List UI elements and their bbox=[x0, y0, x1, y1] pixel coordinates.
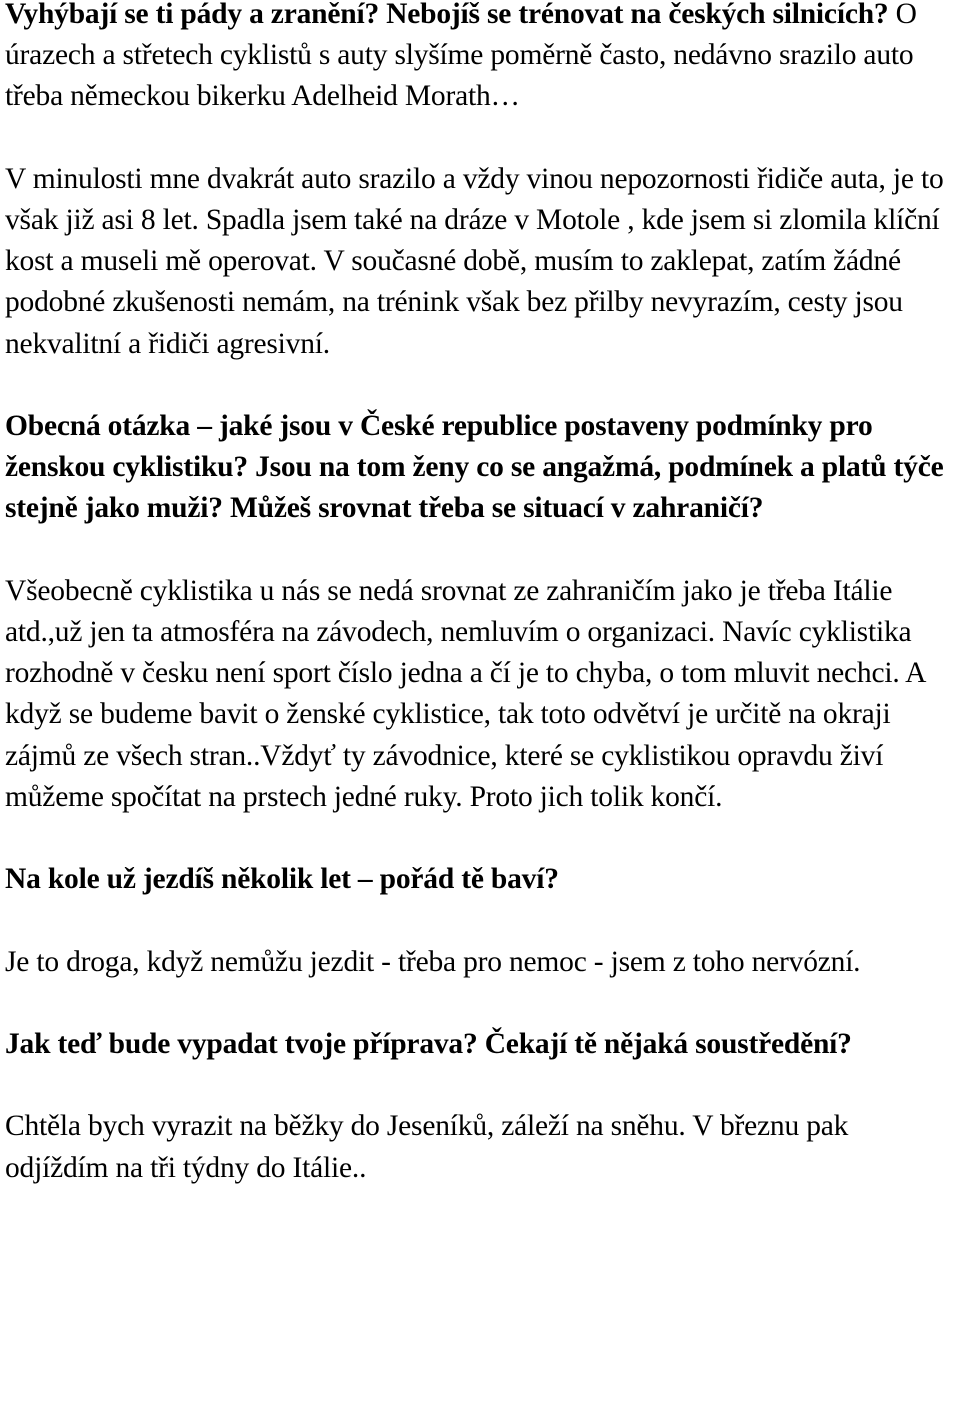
question-injuries bbox=[5, 0, 953, 118]
question-conditions: Obecná otázka – jaké jsou v České republice postaveny podmínky pro ženskou cyklistiku? Jsou na tom ženy co se angažmá, podmínek a platů týče stejně jako muži? Můžeš srovnat třeba se situací v zahraničí? bbox=[5, 410, 944, 525]
question-injuries-bold: Vyhýbají se ti pády a zranění? Nebojíš se trénovat na českých silnicích? bbox=[5, 0, 889, 30]
answer-conditions: Všeobecně cyklistika u nás se nedá srovnat ze zahraničím jako je třeba Itálie atd.,už jen ta atmosféra na závodech, nemluvím o organizaci. Navíc cyklistika rozhodně v česku není sport číslo jedna a čí je to chyba, o tom mluvit nechci. A když se budeme bavit o ženské cyklistice, tak toto odvětví je určitě na okraji zájmů ze všech stran..Vždyť ty závodnice, které se cyklistikou opravdu živí můžeme spočítat na prstech jedné ruky. Proto jich tolik končí. bbox=[5, 574, 925, 813]
interview-document bbox=[5, 0, 953, 1189]
answer-preparation: Chtěla bych vyrazit na běžky do Jeseníků, záleží na sněhu. V březnu pak odjíždím na tři týdny do Itálie.. bbox=[5, 1110, 849, 1184]
answer-injuries: V minulosti mne dvakrát auto srazilo a vždy vinou nepozornosti řidiče auta, je to však již asi 8 let. Spadla jsem také na dráze v Motole , kde jsem si zlomila klíční kost a museli mě operovat. V současné době, musím to zaklepat, zatím žádné podobné zkušenosti nemám, na trénink však bez přilby nevyrazím, cesty jsou nekvalitní a řidiči agresivní. bbox=[5, 162, 944, 360]
question-preparation: Jak teď bude vypadat tvoje příprava? Čekají tě nějaká soustředění? bbox=[5, 1027, 852, 1060]
question-injuries-text: O úrazech a střetech cyklistů s auty slyšíme poměrně často, nedávno srazilo auto třeba německou bikerku Adelheid Morath… bbox=[5, 0, 917, 113]
question-enjoy: Na kole už jezdíš několik let – pořád tě baví? bbox=[5, 863, 559, 896]
answer-enjoy: Je to droga, když nemůžu jezdit - třeba pro nemoc - jsem z toho nervózní. bbox=[5, 945, 861, 978]
